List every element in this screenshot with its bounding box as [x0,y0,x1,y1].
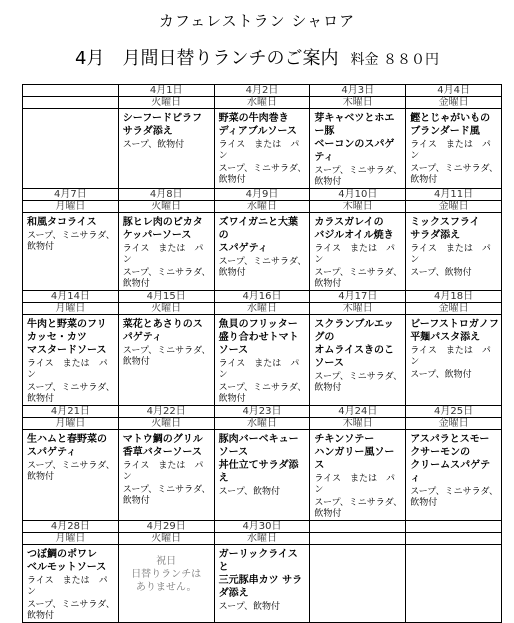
dish-name: 野菜の牛肉巻き ディアブルソース [218,113,297,137]
menu-cell [310,315,406,406]
date-cell: 4月29日 [118,521,214,533]
side-info: スープ、ミニサラダ、飲物付 [27,461,115,482]
menu-cell [214,545,310,623]
side-info: スープ、ミニサラダ、飲物付 [314,268,403,289]
weekday-cell: 金曜日 [406,303,502,315]
dish-name: ズワイガニと大葉の スパゲティ [218,217,298,254]
date-cell: 4月22日 [118,406,214,418]
side-info: スープ、ミニサラダ、飲物付 [314,372,403,393]
weekday-cell: 木曜日 [310,418,406,430]
date-cell [310,521,406,533]
side-info: スープ、ミニサラダ、飲物付 [218,383,307,404]
holiday-note: 祝日 日替りランチは ありません。 [131,556,202,593]
weekday-row [23,418,502,430]
side-info: スープ、ミニサラダ、飲物付 [218,164,307,185]
weekday-cell: 火曜日 [118,533,214,545]
side-info: スープ、飲物付 [122,140,185,150]
menu-cell [406,315,502,406]
weekday-cell: 水曜日 [214,533,310,545]
date-row [23,189,502,201]
date-cell: 4月17日 [310,291,406,303]
lunch-calendar [22,84,502,623]
date-cell: 4月3日 [310,85,406,97]
weekday-row [23,533,502,545]
weekday-cell: 月曜日 [23,201,119,213]
menu-cell [23,109,119,189]
date-cell [406,521,502,533]
side-info: ライス または パン [122,244,204,265]
weekday-cell: 水曜日 [214,201,310,213]
date-row [23,406,502,418]
side-info: ライス または パン [314,474,396,495]
weekday-cell: 金曜日 [406,97,502,109]
side-info: スープ、ミニサラダ、飲物付 [122,346,211,367]
date-cell: 4月14日 [23,291,119,303]
menu-cell [118,545,214,623]
dish-name: 牛肉と野菜のフリカッセ・カツ マスタードソース [27,319,107,356]
weekday-cell: 月曜日 [23,303,119,315]
menu-cell [214,430,310,521]
weekday-cell: 月曜日 [23,533,119,545]
weekday-cell [23,97,119,109]
side-info: スープ、ミニサラダ、飲物付 [122,485,211,506]
date-row [23,521,502,533]
dish-name: 豚肉バーベキューソース 丼仕立てサラダ添え [218,434,299,484]
menu-cell [23,545,119,623]
page-title [0,44,514,70]
dish-name: ガーリックライスと 三元豚串カツ サラダ添え [218,549,303,599]
dish-name: スクランブルエッグの オムライスきのこソース [314,319,394,369]
weekday-cell: 水曜日 [214,303,310,315]
side-info: スープ、ミニサラダ、飲物付 [27,600,115,621]
dish-name: カラスガレイの バジルオイル焼き [314,217,394,241]
dish-name: 豚ヒレ肉のピカタ ケッパーソース [122,217,203,241]
menu-cell [406,213,502,291]
side-info: ライス または パン [122,461,204,482]
menu-cell [310,109,406,189]
weekday-cell: 水曜日 [214,418,310,430]
side-info: スープ、ミニサラダ、飲物付 [27,231,115,252]
date-cell: 4月30日 [214,521,310,533]
menu-row [23,109,502,189]
date-cell: 4月4日 [406,85,502,97]
menu-row [23,430,502,521]
menu-cell [118,430,214,521]
date-row [23,291,502,303]
date-cell: 4月8日 [118,189,214,201]
dish-name: つぼ鯛のポワレ ベルモットソース [27,549,107,573]
date-cell: 4月10日 [310,189,406,201]
menu-cell [406,545,502,623]
side-info: スープ、飲物付 [410,268,472,278]
weekday-cell: 火曜日 [118,418,214,430]
weekday-row [23,97,502,109]
menu-cell [406,430,502,521]
menu-cell [310,430,406,521]
weekday-cell: 木曜日 [310,97,406,109]
menu-cell [214,315,310,406]
side-info: ライス または パン [410,140,491,161]
side-info: ライス または パン [410,346,491,367]
menu-cell [118,213,214,291]
dish-name: 鰹とじゃがいもの ブランダード風 [410,113,491,137]
weekday-cell: 火曜日 [118,201,214,213]
date-cell: 4月28日 [23,521,119,533]
menu-cell [310,213,406,291]
weekday-cell [310,533,406,545]
weekday-row [23,201,502,213]
side-info: スープ、ミニサラダ、飲物付 [410,164,498,185]
weekday-cell [406,533,502,545]
menu-cell [406,109,502,189]
menu-cell [118,109,214,189]
side-info: スープ、飲物付 [218,602,280,612]
date-cell: 4月18日 [406,291,502,303]
date-cell: 4月25日 [406,406,502,418]
dish-name: チキンソテー ハンガリー風ソース [314,434,395,471]
date-cell: 4月24日 [310,406,406,418]
weekday-cell: 金曜日 [406,418,502,430]
menu-cell [23,430,119,521]
weekday-cell: 木曜日 [310,303,406,315]
weekday-cell: 火曜日 [118,303,214,315]
weekday-cell: 火曜日 [118,97,214,109]
side-info: ライス または パン [27,359,108,380]
dish-name: 和風タコライス [27,217,97,228]
side-info: スープ、ミニサラダ、飲物付 [27,383,115,404]
dish-name: シーフードピラフ サラダ添え [122,113,202,137]
dish-name: 生ハムと春野菜の スパゲティ [27,434,107,458]
date-cell: 4月15日 [118,291,214,303]
date-cell: 4月7日 [23,189,119,201]
dish-name: ミックスフライ サラダ添え [410,217,480,241]
dish-name: 菜花とあさりのスパゲティ [122,319,203,343]
date-cell: 4月23日 [214,406,310,418]
side-info: スープ、ミニサラダ、飲物付 [410,487,498,508]
dish-name: アスパラとスモークサーモンの クリームスパゲティ [410,434,491,484]
weekday-row [23,303,502,315]
side-info: スープ、ミニサラダ、飲物付 [122,268,211,289]
weekday-cell: 金曜日 [406,201,502,213]
date-cell: 4月21日 [23,406,119,418]
menu-title: 4月 月間日替りランチのご案内 [75,48,339,69]
menu-cell [23,315,119,406]
side-info: スープ、ミニサラダ、飲物付 [314,166,403,187]
menu-cell [118,315,214,406]
menu-row [23,213,502,291]
menu-cell [214,109,310,189]
date-cell: 4月9日 [214,189,310,201]
dish-name: 魚貝のフリッター 盛り合わせトマトソース [218,319,299,356]
menu-cell [23,213,119,291]
side-info: ライス または パン [218,359,300,380]
side-info: スープ、飲物付 [218,487,280,497]
date-cell: 4月16日 [214,291,310,303]
weekday-cell: 月曜日 [23,418,119,430]
date-cell [23,85,119,97]
menu-row [23,315,502,406]
restaurant-name: カフェレストラン シャロア [158,12,356,30]
menu-cell [214,213,310,291]
side-info: スープ、ミニサラダ、飲物付 [218,257,307,278]
weekday-cell: 木曜日 [310,201,406,213]
price-label: 料金 ８８０円 [350,52,439,68]
weekday-cell: 水曜日 [214,97,310,109]
side-info: スープ、ミニサラダ、飲物付 [314,498,403,519]
date-cell: 4月11日 [406,189,502,201]
side-info: ライス または パン [27,576,108,597]
dish-name: ビーフストロガノフ 平麺パスタ添え [410,319,499,343]
side-info: ライス または パン [410,244,491,265]
dish-name: マトウ鯛のグリル 香草バターソース [122,434,203,458]
dish-name: 芽キャベツとホエー豚 ベーコンのスパゲティ [314,113,395,163]
date-row [23,85,502,97]
side-info: スープ、飲物付 [410,370,472,380]
date-cell: 4月1日 [118,85,214,97]
menu-cell [310,545,406,623]
date-cell: 4月2日 [214,85,310,97]
side-info: ライス または パン [218,140,300,161]
menu-row [23,545,502,623]
side-info: ライス または パン [314,244,396,265]
